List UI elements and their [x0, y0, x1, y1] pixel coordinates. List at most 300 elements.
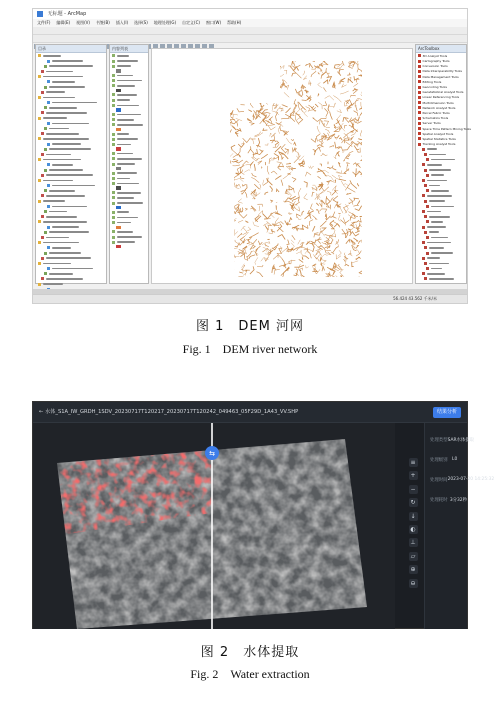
river-segment: [325, 96, 334, 100]
layer-row[interactable]: [112, 123, 146, 128]
toolbox-subtool-row[interactable]: [418, 240, 464, 245]
river-segment: [360, 141, 364, 145]
river-segment: [277, 211, 282, 216]
menu-item[interactable]: 窗口(W): [205, 20, 222, 25]
river-segment: [234, 114, 238, 115]
river-segment: [238, 220, 243, 223]
toolbox-subtool-row[interactable]: [418, 178, 464, 183]
river-segment: [346, 239, 350, 243]
river-segment: [345, 258, 346, 259]
catalog-tree-row[interactable]: [38, 74, 104, 79]
layer-checkbox-icon[interactable]: [112, 163, 115, 166]
catalog-tree-row[interactable]: [38, 199, 104, 204]
image-compare-canvas[interactable]: [33, 423, 395, 629]
river-segment: [342, 151, 344, 153]
catalog-tree-row[interactable]: [38, 194, 104, 199]
river-segment: [241, 232, 248, 240]
river-segment: [263, 79, 266, 85]
menu-item[interactable]: 书签(B): [95, 20, 110, 25]
toolbox-subtool-row[interactable]: [418, 188, 464, 193]
layer-checkbox-icon[interactable]: [112, 133, 115, 136]
layer-row[interactable]: [112, 162, 146, 167]
layer-row[interactable]: [112, 151, 146, 156]
layer-checkbox-icon[interactable]: [112, 230, 115, 233]
tool-row-text: [429, 216, 450, 218]
toolbox-subtool-row[interactable]: [418, 277, 464, 282]
river-segment: [228, 91, 232, 100]
river-segment: [261, 167, 262, 169]
catalog-row-text: [46, 174, 93, 176]
menu-item[interactable]: 帮助(H): [227, 20, 242, 25]
toolbox-item[interactable]: [418, 74, 464, 79]
polygon-icon[interactable]: ▱: [409, 552, 418, 561]
result-analysis-button[interactable]: 结果分析: [433, 407, 461, 418]
figure-2-caption-chinese: 图 2 水体提取: [200, 645, 300, 660]
layer-row[interactable]: [112, 132, 146, 137]
tool-icon: [426, 220, 429, 223]
menu-item[interactable]: 自定义(C): [182, 20, 200, 25]
river-segment: [246, 164, 251, 168]
catalog-tree-row[interactable]: [38, 230, 104, 235]
layer-checkbox-icon[interactable]: [112, 60, 115, 63]
catalog-row-text: [43, 97, 75, 99]
river-segment: [269, 60, 270, 65]
river-segment: [264, 244, 269, 247]
catalog-tree-row[interactable]: [38, 271, 104, 276]
zoom-out-icon[interactable]: ⊖: [410, 579, 416, 587]
layer-row[interactable]: [112, 84, 146, 89]
layer-row[interactable]: [112, 171, 146, 176]
layer-checkbox-icon[interactable]: [112, 99, 115, 102]
toolbox-item[interactable]: [418, 90, 464, 95]
catalog-tree-row[interactable]: [38, 116, 104, 121]
toolbox-subtool-row[interactable]: [418, 246, 464, 251]
folder-icon: [38, 220, 41, 223]
toolbox-subtool-row[interactable]: [418, 251, 464, 256]
river-segment: [290, 196, 296, 199]
catalog-tree-row[interactable]: [38, 152, 104, 157]
catalog-row-text: [52, 226, 79, 228]
river-segment: [288, 213, 291, 214]
zoom-in-icon[interactable]: ⊕: [410, 566, 416, 574]
river-segment: [320, 191, 324, 194]
catalog-tree-row[interactable]: [38, 163, 104, 168]
layer-row[interactable]: [112, 78, 146, 83]
catalog-row-text: [52, 206, 87, 208]
info-key: 处理耗时: [430, 498, 448, 503]
toolbox-subtool-row[interactable]: [418, 204, 464, 209]
layer-checkbox-icon[interactable]: [112, 241, 115, 244]
layer-checkbox-icon[interactable]: [112, 93, 115, 96]
menu-item[interactable]: 地理处理(G): [153, 20, 177, 25]
river-segment: [242, 208, 243, 212]
river-segment: [254, 157, 259, 159]
layer-row[interactable]: [112, 117, 146, 122]
tool-icon: [422, 272, 425, 275]
tool-row-text: [429, 247, 444, 249]
tool-row-text: [431, 174, 444, 176]
river-segment: [299, 188, 301, 197]
layer-checkbox-icon[interactable]: [112, 221, 115, 224]
layer-list[interactable]: [110, 54, 148, 249]
layer-checkbox-icon[interactable]: [112, 196, 115, 199]
toolbox-item[interactable]: [418, 126, 471, 131]
layer-checkbox-icon[interactable]: [112, 143, 115, 146]
river-segment: [322, 242, 327, 244]
catalog-tree-row[interactable]: [38, 251, 104, 256]
toolbox-icon: [418, 86, 421, 89]
catalog-tree-row[interactable]: [38, 168, 104, 173]
river-segment: [237, 167, 240, 173]
map-tool-column: [406, 458, 420, 592]
layer-checkbox-icon[interactable]: [112, 157, 115, 160]
rotate-icon[interactable]: ↻: [410, 499, 416, 507]
toolbox-subtool-row[interactable]: [418, 194, 464, 199]
catalog-tree-row[interactable]: [38, 54, 104, 59]
river-segment: [336, 254, 341, 259]
folder-icon: [44, 231, 47, 234]
catalog-row-text: [43, 138, 89, 140]
river-segment: [300, 270, 305, 278]
toolbox-item[interactable]: [418, 111, 464, 116]
catalog-tree-row[interactable]: [38, 100, 104, 105]
river-segment: [338, 213, 340, 214]
toolbox-subtool-row[interactable]: [418, 199, 464, 204]
river-segment: [287, 222, 291, 225]
river-segment: [356, 105, 357, 111]
river-segment: [344, 126, 347, 129]
menu-item[interactable]: 视图(V): [76, 20, 90, 25]
layer-row[interactable]: [112, 112, 146, 117]
toolbox-item[interactable]: [418, 59, 464, 64]
layer-row-text: [117, 55, 129, 57]
layer-row[interactable]: [112, 215, 146, 220]
river-segment: [318, 72, 319, 74]
catalog-tree-row[interactable]: [38, 126, 104, 131]
river-segment: [233, 90, 234, 92]
layer-row-text: [117, 105, 139, 107]
toolbox-subtool-row[interactable]: [418, 230, 464, 235]
layer-checkbox-icon[interactable]: [112, 113, 115, 116]
river-segment: [294, 273, 297, 276]
river-segment: [363, 251, 367, 255]
catalog-tree-row[interactable]: [38, 183, 104, 188]
catalog-tree-row[interactable]: [38, 261, 104, 266]
river-segment: [257, 204, 262, 207]
toolbox-subtool-row[interactable]: [418, 168, 464, 173]
river-segment: [309, 220, 313, 226]
menu-item[interactable]: 文件(F): [37, 20, 51, 25]
toolbox-item[interactable]: [418, 137, 464, 142]
river-segment: [227, 89, 230, 93]
river-segment: [317, 203, 319, 206]
river-segment: [249, 84, 255, 86]
layer-checkbox-icon[interactable]: [112, 79, 115, 82]
river-segment: [220, 169, 228, 174]
toolbox-item[interactable]: [418, 85, 464, 90]
river-segment: [357, 148, 360, 153]
tool-icon: [424, 200, 427, 203]
layer-checkbox-icon[interactable]: [112, 104, 115, 107]
legend-swatch: [116, 245, 121, 248]
toolbox-subtool-row[interactable]: [418, 183, 464, 188]
toolbox-subtool-row[interactable]: [418, 225, 464, 230]
river-segment: [294, 265, 304, 267]
layer-row[interactable]: [112, 54, 146, 59]
layer-checkbox-icon[interactable]: [112, 74, 115, 77]
catalog-tree-row[interactable]: [38, 209, 104, 214]
toolbox-subtool-row[interactable]: [418, 157, 464, 162]
info-row: [430, 477, 495, 483]
toolbox-item[interactable]: [418, 131, 464, 136]
layer-row[interactable]: [112, 181, 146, 186]
compare-icon[interactable]: ◐: [410, 525, 416, 533]
layer-row[interactable]: [112, 64, 146, 69]
layer-checkbox-icon[interactable]: [112, 216, 115, 219]
river-segment: [254, 184, 260, 189]
toolbox-subtool-row[interactable]: [418, 220, 464, 225]
layer-row[interactable]: [112, 210, 146, 215]
catalog-tree-row[interactable]: [38, 157, 104, 162]
toolbox-subtool-row[interactable]: [418, 173, 464, 178]
river-segment: [358, 69, 364, 75]
catalog-tree-row[interactable]: [38, 90, 104, 95]
catalog-tree-row[interactable]: [38, 111, 104, 116]
layer-row[interactable]: [112, 196, 146, 201]
river-segment: [333, 247, 339, 253]
river-segment: [279, 83, 280, 86]
river-segment: [275, 81, 278, 86]
river-segment: [249, 83, 253, 88]
toolbox-subtool-row[interactable]: [418, 266, 464, 271]
river-segment: [234, 179, 235, 186]
layer-row[interactable]: [112, 230, 146, 235]
catalog-tree-row[interactable]: [38, 95, 104, 100]
toolbox-item[interactable]: [418, 116, 464, 121]
river-segment: [354, 121, 362, 123]
river-segment: [232, 204, 236, 208]
catalog-tree-row[interactable]: [38, 246, 104, 251]
river-segment: [356, 246, 358, 249]
river-segment: [247, 82, 255, 85]
toolbox-subtool-row[interactable]: [418, 209, 464, 214]
river-segment: [281, 180, 283, 186]
catalog-tree-row[interactable]: [38, 105, 104, 110]
layer-checkbox-icon[interactable]: [112, 202, 115, 205]
menu-item[interactable]: 选择(S): [134, 20, 148, 25]
layer-row[interactable]: [112, 176, 146, 181]
river-segment: [301, 108, 304, 113]
catalog-tree[interactable]: [36, 54, 106, 302]
catalog-tree-row[interactable]: [38, 64, 104, 69]
catalog-tree-row[interactable]: [38, 59, 104, 64]
layer-row[interactable]: [112, 98, 146, 103]
catalog-tree-row[interactable]: [38, 256, 104, 261]
river-segment: [331, 252, 334, 254]
river-segment: [238, 154, 240, 157]
menu-item[interactable]: 编辑(E): [56, 20, 71, 25]
river-segment: [323, 80, 328, 84]
toolbox-subtool-row[interactable]: [418, 235, 464, 240]
catalog-row-text: [43, 55, 61, 57]
catalog-tree-row[interactable]: [38, 204, 104, 209]
catalog-tree-row[interactable]: [38, 142, 104, 147]
catalog-tree-row[interactable]: [38, 137, 104, 142]
river-segment: [295, 109, 300, 114]
river-segment: [321, 72, 327, 79]
toolbox-subtool-row[interactable]: [418, 271, 464, 276]
catalog-tree-row[interactable]: [38, 282, 104, 287]
catalog-row-text: [46, 133, 79, 135]
layer-row[interactable]: [112, 220, 146, 225]
folder-icon: [47, 163, 50, 166]
river-segment: [236, 118, 242, 120]
catalog-tree-row[interactable]: [38, 178, 104, 183]
river-segment: [277, 189, 280, 192]
plus-icon[interactable]: +: [410, 472, 416, 480]
toolbox-subtool-row[interactable]: [418, 163, 464, 168]
catalog-tree-row[interactable]: [38, 80, 104, 85]
toolbox-item[interactable]: [418, 69, 464, 74]
river-segment: [357, 200, 360, 205]
catalog-tree-row[interactable]: [38, 131, 104, 136]
river-segment: [302, 257, 303, 260]
catalog-tree-row[interactable]: [38, 121, 104, 126]
layer-checkbox-icon[interactable]: [112, 84, 115, 87]
layer-checkbox-icon[interactable]: [112, 54, 115, 57]
toolbox-subtool-row[interactable]: [418, 256, 464, 261]
layer-row[interactable]: [112, 201, 146, 206]
layer-checkbox-icon[interactable]: [112, 236, 115, 239]
river-segment: [361, 157, 364, 161]
folder-icon: [44, 106, 47, 109]
toolbar-1[interactable]: [33, 27, 467, 35]
tool-icon: [422, 179, 425, 182]
catalog-tree-row[interactable]: [38, 277, 104, 282]
layer-row[interactable]: [112, 142, 146, 147]
river-segment: [294, 142, 296, 145]
catalog-tree-row[interactable]: [38, 240, 104, 245]
layer-row-text: [117, 94, 137, 96]
river-segment: [276, 74, 284, 76]
file-path-back-link[interactable]: ← 水体_S1A_IW_GRDH_1SDV_20230717T120217_20230717T120242_049463_05F29D_1A43_VV.SHP: [39, 409, 299, 415]
river-segment: [309, 64, 313, 68]
river-segment: [243, 138, 251, 143]
toc-panel: [109, 44, 149, 284]
river-segment: [238, 276, 246, 278]
catalog-tree-row[interactable]: [38, 69, 104, 74]
tool-row-text: [429, 154, 446, 156]
catalog-tree-row[interactable]: [38, 85, 104, 90]
toolbox-item[interactable]: [418, 80, 464, 85]
river-segment: [353, 89, 358, 91]
toolbox-item[interactable]: [418, 95, 464, 100]
river-segment: [345, 264, 349, 266]
toolbox-tree[interactable]: [416, 53, 471, 282]
layer-row[interactable]: [112, 157, 146, 162]
layer-row-text: [117, 85, 135, 87]
layer-row[interactable]: [112, 103, 146, 108]
toolbox-item[interactable]: [418, 142, 464, 147]
catalog-tree-row[interactable]: [38, 220, 104, 225]
toolbox-subtool-row[interactable]: [418, 147, 464, 152]
river-segment: [310, 60, 314, 62]
toolbox-item[interactable]: [418, 121, 464, 126]
layer-checkbox-icon[interactable]: [112, 172, 115, 175]
layer-checkbox-icon[interactable]: [112, 65, 115, 68]
layer-checkbox-icon[interactable]: [112, 182, 115, 185]
river-segment: [312, 187, 317, 190]
toolbox-item[interactable]: [418, 54, 464, 59]
layer-icon[interactable]: ≡: [410, 459, 416, 466]
toolbox-item[interactable]: [418, 105, 464, 110]
toolbox-item[interactable]: [418, 100, 464, 105]
river-segment: [270, 200, 272, 203]
river-segment: [226, 153, 233, 161]
toolbox-item[interactable]: [418, 64, 464, 69]
ruler-icon[interactable]: ⊥: [410, 539, 416, 547]
toolbox-item-label: Schematics Tools: [422, 116, 449, 121]
tool-icon: [422, 148, 425, 151]
catalog-tree-row[interactable]: [38, 214, 104, 219]
catalog-tree-row[interactable]: [38, 147, 104, 152]
layer-row[interactable]: [112, 137, 146, 142]
swipe-handle-icon: ⇆: [209, 449, 215, 458]
layer-checkbox-icon[interactable]: [112, 138, 115, 141]
layer-row[interactable]: [112, 190, 146, 195]
river-segment: [233, 95, 237, 100]
river-segment: [326, 277, 331, 281]
catalog-tree-row[interactable]: [38, 235, 104, 240]
river-segment: [252, 71, 254, 78]
toolbox-subtool-row[interactable]: [418, 214, 464, 219]
catalog-tree-row[interactable]: [38, 188, 104, 193]
toolbox-icon: [418, 70, 421, 73]
layer-checkbox-icon[interactable]: [112, 211, 115, 214]
toolbox-subtool-row[interactable]: [418, 152, 464, 157]
river-segment: [232, 126, 236, 130]
folder-icon: [41, 111, 44, 114]
layer-checkbox-icon[interactable]: [112, 123, 115, 126]
catalog-tree-row[interactable]: [38, 266, 104, 271]
folder-icon: [41, 236, 44, 239]
catalog-tree-row[interactable]: [38, 225, 104, 230]
toolbox-item-label: Editing Tools: [422, 79, 442, 84]
layer-checkbox-icon[interactable]: [112, 191, 115, 194]
layer-checkbox-icon[interactable]: [112, 152, 115, 155]
layer-row[interactable]: [112, 235, 146, 240]
layer-row[interactable]: [112, 59, 146, 64]
menu-item[interactable]: 插入(I): [115, 20, 129, 25]
river-segment: [261, 257, 269, 261]
layer-checkbox-icon[interactable]: [112, 118, 115, 121]
legend-swatch: [116, 128, 121, 131]
layer-row[interactable]: [112, 93, 146, 98]
download-icon[interactable]: ↓: [410, 512, 416, 520]
tool-row-text: [431, 159, 455, 161]
minus-icon[interactable]: −: [410, 485, 416, 493]
catalog-row-text: [43, 117, 67, 119]
river-segment: [353, 220, 359, 222]
layer-row[interactable]: [112, 240, 146, 245]
toolbar-2[interactable]: [33, 35, 467, 43]
layer-row[interactable]: [112, 73, 146, 78]
toolbox-subtool-row[interactable]: [418, 261, 464, 266]
catalog-tree-row[interactable]: [38, 173, 104, 178]
layer-checkbox-icon[interactable]: [112, 177, 115, 180]
river-segment: [351, 200, 352, 201]
map-view[interactable]: [151, 48, 413, 284]
